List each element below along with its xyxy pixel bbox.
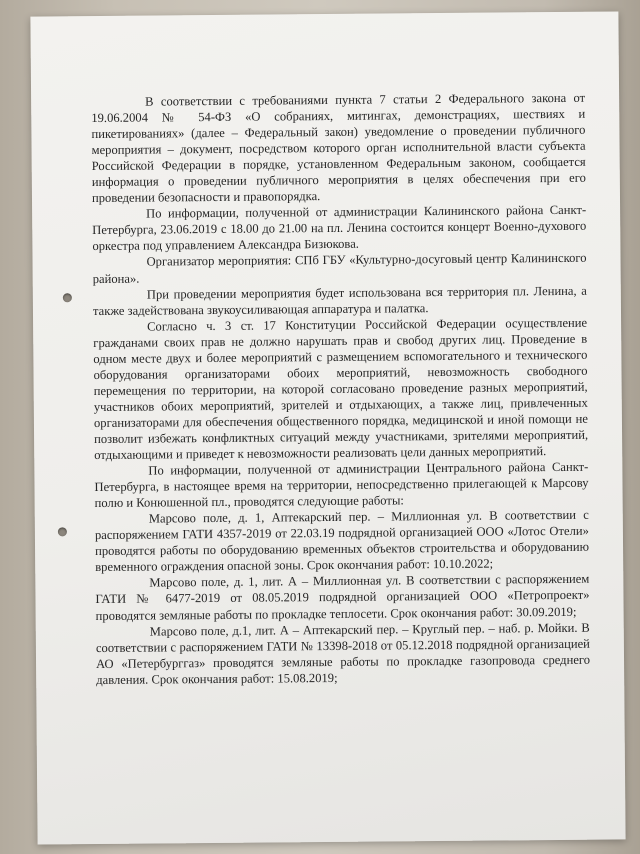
paragraph-works-1: Марсово поле, д. 1, Аптекарский пер. – Миллионная ул. В соответствии с распоряжением ГАТИ 4357-2019 от 22.03.19 подрядной организацией ООО «Лотос Отели» проводятся работы по оборудованию временных объектов строительства и оборудованию временного ограждения опасной зоны. Срок окончания работ: 10.10.2022; [94, 507, 590, 575]
paragraph-works-2: Марсово поле, д. 1, лит. А – Миллионная ул. В соответствии с распоряжением ГАТИ № 6477-2019 от 08.05.2019 подрядной организацией ООО «Петропроект» проводятся земляные работы по прокладке теплосети. Срок окончания работ: 30.09.2019; [95, 572, 590, 623]
paragraph-legal-basis: В соответствии с требованиями пункта 7 статьи 2 Федерального закона от 19.06.2004 № 54-ФЗ «О собраниях, митингах, демонстрациях, шествиях и пикетированиях» (далее – Федеральный закон) уведомление о проведении публичного мероприятия – документ, посредством которого орган исполнительной власти субъекта Российской Федерации в порядке, установленном Федеральным законом, сообщается информация о проведении публичного мероприятия в целях обеспечения при его проведении безопасности и правопорядка. [91, 90, 586, 206]
punch-hole-bottom [58, 527, 67, 536]
paragraph-constitution: Согласно ч. 3 ст. 17 Конституции Российской Федерации осуществление гражданами своих прав не должно нарушать прав и свобод других лиц. Проведение в одном месте двух и более мероприятий с размещением вспомогательного и технического оборудования организаторами обоих мероприятий, невозможность свободного перемещения по территории, на которой согласовано проведение разных мероприятий, участников обоих мероприятий, зрителей и отдыхающих, а также лиц, привлеченных организаторами для обеспечения общественного порядка, медицинской и иной помощи не позволит избежать конфликтных ситуаций между участниками, зрителями мероприятий, отдыхающими и приведет к невозможности реализовать цели данных мероприятий. [93, 315, 589, 463]
punch-hole-top [63, 293, 72, 302]
paragraph-central-district: По информации, полученной от администрации Центрального района Санкт-Петербурга, в настоящее время на территории, непосредственно прилегающей к Марсову полю и Конюшенной пл., проводятся следующие работы: [94, 459, 589, 511]
document-page [30, 11, 625, 844]
paragraph-concert-info: По информации, полученной от администрации Калининского района Санкт-Петербурга, 23.06.2019 с 18.00 до 21.00 на пл. Ленина состоится концерт Военно-духового оркестра под управлением Александра Бизюкова. [92, 203, 587, 254]
paragraph-organizer: Организатор мероприятия: СПб ГБУ «Культурно-досуговый центр Калининского района». [92, 251, 587, 286]
paragraph-works-3: Марсово поле, д.1, лит. А – Аптекарский пер. – Круглый пер. – наб. р. Мойки. В соответствии с распоряжением ГАТИ № 13398-2018 от 05.12.2018 подрядной организацией АО «Петербурггаз» проводятся земляные работы по прокладке газопровода среднего давления. Срок окончания работ: 15.08.2019; [95, 620, 591, 687]
paragraph-territory: При проведении мероприятия будет использована вся территория пл. Ленина, а также задействована звукоусиливающая аппаратура и палатка. [92, 283, 587, 318]
document-body [91, 90, 590, 688]
